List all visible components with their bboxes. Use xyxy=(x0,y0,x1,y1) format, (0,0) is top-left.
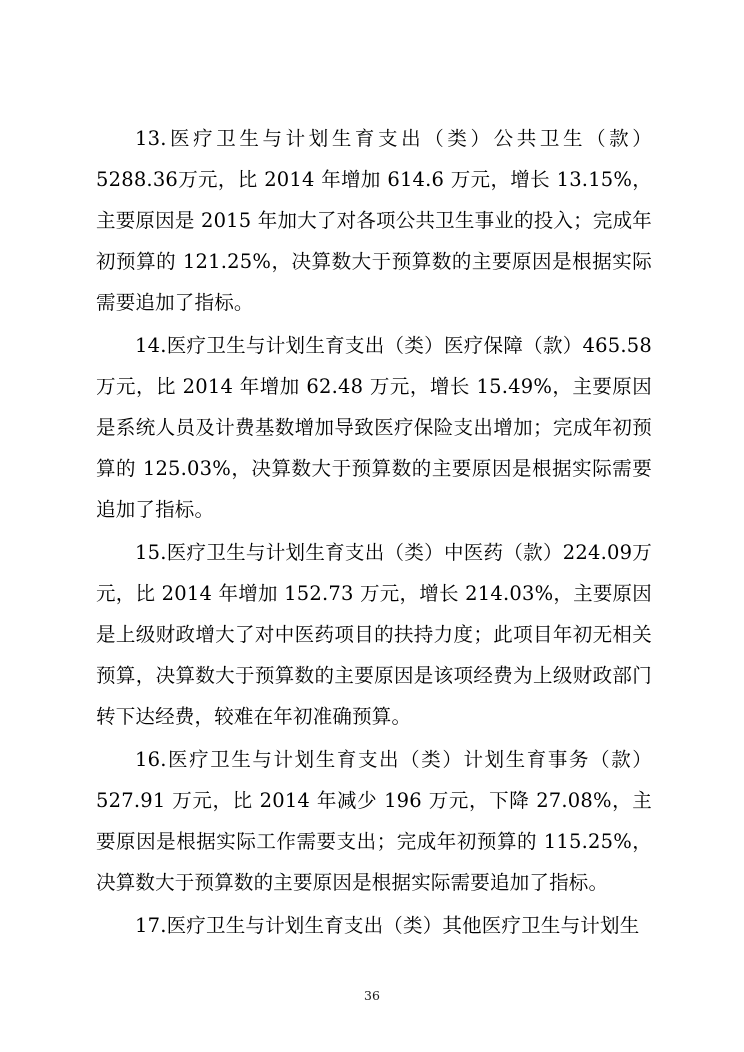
paragraph-16: 16.医疗卫生与计划生育支出（类）计划生育事务（款）527.91 万元，比 2014 年减少 196 万元，下降 27.08%，主要原因是根据实际工作需要支出；完成年初预算的 115.25%，决算数大于预算数的主要原因是根据实际需要追加了指标。 xyxy=(96,748,652,894)
paragraph-13: 13.医疗卫生与计划生育支出（类）公共卫生（款）5288.36万元，比 2014 年增加 614.6 万元，增长 13.15%，主要原因是 2015 年加大了对各项公共卫生事业的投入；完成年初预算的 121.25%，决算数大于预算数的主要原因是根据实际需要追加了指标。 xyxy=(96,127,652,314)
paragraph-15: 15.医疗卫生与计划生育支出（类）中医药（款）224.09万元，比 2014 年增加 152.73 万元，增长 214.03%，主要原因是上级财政增大了对中医药项目的扶持力度；此项目年初无相关预算，决算数大于预算数的主要原因是该项经费为上级财政部门转下达经费，较难在年初准确预算。 xyxy=(96,541,652,728)
page-number: 36 xyxy=(364,988,380,1003)
document-body xyxy=(96,118,652,948)
paragraph-14: 14.医疗卫生与计划生育支出（类）医疗保障（款）465.58万元，比 2014 年增加 62.48 万元，增长 15.49%，主要原因是系统人员及计费基数增加导致医疗保险支出增加；完成年初预算的 125.03%，决算数大于预算数的主要原因是根据实际需要追加了指标。 xyxy=(96,334,652,521)
paragraph-17: 17.医疗卫生与计划生育支出（类）其他医疗卫生与计划生 xyxy=(135,914,640,937)
